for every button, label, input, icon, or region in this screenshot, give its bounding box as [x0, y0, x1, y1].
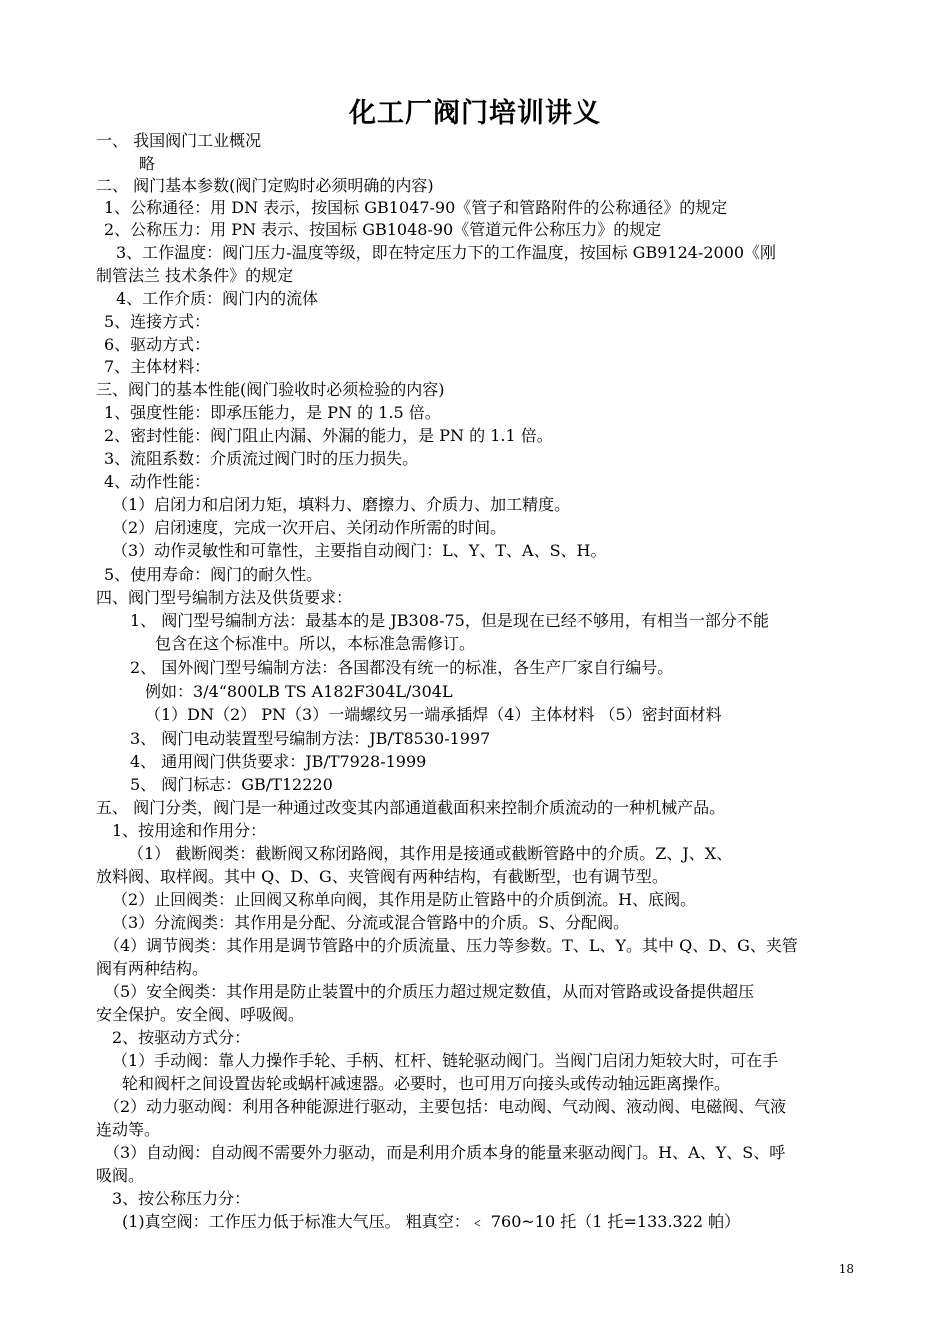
- text-line: 3、工作温度：阀门压力-温度等级，即在特定压力下的工作温度，按国标 GB9124-2000《刚: [116, 243, 777, 262]
- text-line: (1)真空阀：工作压力低于标准大气压。 粗真空：﹤ 760~10 托（1 托=133.322 帕）: [122, 1212, 741, 1231]
- text-line: 2、按驱动方式分：: [112, 1028, 251, 1047]
- text-line: 6、驱动方式：: [104, 335, 211, 354]
- text-line: 1、按用途和作用分：: [112, 821, 267, 840]
- text-line: （2）动力驱动阀：利用各种能源进行驱动，主要包括：电动阀、气动阀、液动阀、电磁阀、气液: [104, 1097, 787, 1116]
- text-line: 7、主体材料：: [104, 357, 211, 376]
- text-line: 包含在这个标准中。所以，本标准急需修订。: [155, 634, 476, 653]
- text-line: 3、按公称压力分：: [112, 1189, 251, 1208]
- text-line: 1、公称通径：用 DN 表示，按国标 GB1047-90《管子和管路附件的公称通径》的规定: [104, 198, 728, 217]
- section-3-heading: 三、阀门的基本性能(阀门验收时必须检验的内容): [96, 380, 445, 399]
- text-line: （3）自动阀：自动阀不需要外力驱动，而是利用介质本身的能量来驱动阀门。H、A、Y、S、呼: [104, 1143, 786, 1162]
- text-line: 吸阀。: [96, 1166, 145, 1185]
- text-line: 1、 阀门型号编制方法：最基本的是 JB308-75，但是现在已经不够用，有相当一部分不能: [130, 611, 769, 630]
- text-line: 制管法兰 技术条件》的规定: [96, 266, 294, 285]
- text-line: （1）启闭力和启闭力矩，填料力、磨擦力、介质力、加工精度。: [112, 495, 571, 514]
- text-line: （5）安全阀类：其作用是防止装置中的介质压力超过规定数值，从而对管路或设备提供超压: [104, 982, 755, 1001]
- section-4-heading: 四、阀门型号编制方法及供货要求：: [96, 588, 353, 607]
- text-line: 安全保护。安全阀、呼吸阀。: [96, 1005, 305, 1024]
- text-line: 4、动作性能：: [104, 472, 211, 491]
- text-line: 2、 国外阀门型号编制方法：各国都没有统一的标准，各生产厂家自行编号。: [130, 658, 674, 677]
- text-line: 5、使用寿命：阀门的耐久性。: [104, 565, 323, 584]
- page-number: 18: [838, 1262, 854, 1276]
- document-title: 化工厂阀门培训讲义: [349, 98, 601, 129]
- section-2-heading: 二、 阀门基本参数(阀门定购时必须明确的内容): [96, 176, 434, 195]
- text-line: （2）止回阀类：止回阀又称单向阀，其作用是防止管路中的介质倒流。H、底阀。: [112, 890, 697, 909]
- text-line: 连动等。: [96, 1120, 161, 1139]
- text-line: 4、工作介质：阀门内的流体: [116, 289, 319, 308]
- text-line: 3、 阀门电动装置型号编制方法：JB/T8530-1997: [130, 729, 491, 748]
- text-line: 放料阀、取样阀。其中 Q、D、G、夹管阀有两种结构，有截断型，也有调节型。: [96, 867, 668, 886]
- text-line: 2、密封性能：阀门阻止内漏、外漏的能力，是 PN 的 1.1 倍。: [104, 426, 553, 445]
- text-line: 4、 通用阀门供货要求：JB/T7928-1999: [130, 752, 427, 771]
- text-line: （4）调节阀类：其作用是调节管路中的介质流量、压力等参数。T、L、Y。其中 Q、D、G、夹管: [104, 936, 798, 955]
- text-line: 1、强度性能：即承压能力，是 PN 的 1.5 倍。: [104, 403, 441, 422]
- text-line: 轮和阀杆之间设置齿轮或蜗杆减速器。必要时，也可用万向接头或传动轴远距离操作。: [122, 1074, 731, 1093]
- section-5-heading: 五、 阀门分类，阀门是一种通过改变其内部通道截面积来控制介质流动的一种机械产品。: [96, 798, 726, 817]
- section-1-heading: 一、 我国阀门工业概况: [96, 131, 262, 150]
- text-line: （3）动作灵敏性和可靠性，主要指自动阀门：L、Y、T、A、S、H。: [112, 541, 607, 560]
- text-line: 2、公称压力：用 PN 表示、按国标 GB1048-90《管道元件公称压力》的规定: [104, 220, 662, 239]
- text-line: 5、 阀门标志：GB/T12220: [130, 775, 333, 794]
- text-line: （1） 截断阀类：截断阀又称闭路阀，其作用是接通或截断管路中的介质。Z、J、X、: [128, 844, 733, 863]
- text-line: （1）手动阀：靠人力操作手轮、手柄、杠杆、链轮驱动阀门。当阀门启闭力矩较大时，可在手: [112, 1051, 779, 1070]
- text-line: 3、流阻系数：介质流过阀门时的压力损失。: [104, 449, 419, 468]
- text-line: 例如：3/4“800LB TS A182F304L/304L: [145, 682, 453, 701]
- section-1-body: 略: [139, 154, 156, 173]
- text-line: （3）分流阀类：其作用是分配、分流或混合管路中的介质。S、分配阀。: [112, 913, 630, 932]
- text-line: 阀有两种结构。: [96, 959, 209, 978]
- text-line: （1）DN（2） PN（3）一端螺纹另一端承插焊（4）主体材料 （5）密封面材料: [145, 705, 722, 724]
- text-line: （2）启闭速度，完成一次开启、关闭动作所需的时间。: [112, 518, 507, 537]
- text-line: 5、连接方式：: [104, 312, 211, 331]
